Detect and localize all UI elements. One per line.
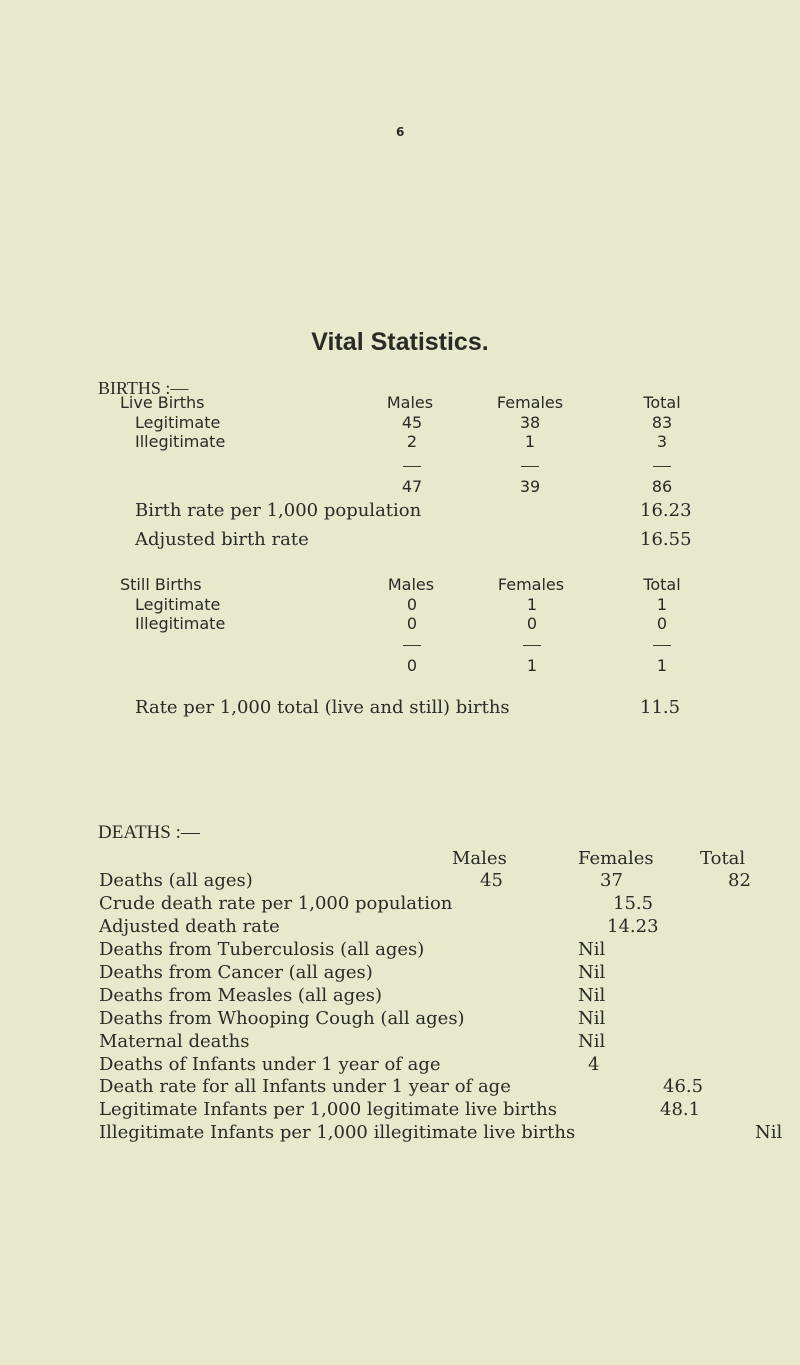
rule bbox=[653, 466, 671, 467]
tuberculosis-value: Nil bbox=[578, 939, 606, 960]
rule bbox=[653, 645, 671, 646]
measles-value: Nil bbox=[578, 985, 606, 1006]
maternal-deaths-value: Nil bbox=[578, 1031, 606, 1052]
live-total-males: 47 bbox=[401, 477, 423, 496]
deaths-all-ages-total: 82 bbox=[728, 870, 751, 891]
page-number: 6 bbox=[396, 125, 405, 139]
deaths-males-header: Males bbox=[452, 848, 507, 869]
still-females-header: Females bbox=[497, 575, 565, 594]
crude-death-rate-value: 15.5 bbox=[613, 893, 654, 914]
measles-label: Deaths from Measles (all ages) bbox=[99, 985, 383, 1006]
rule bbox=[521, 466, 539, 467]
rule bbox=[403, 466, 421, 467]
still-total-males: 0 bbox=[406, 656, 418, 675]
live-row-males: 45 bbox=[401, 413, 423, 432]
crude-death-rate-label: Crude death rate per 1,000 population bbox=[99, 893, 453, 914]
birth-rate-value: 16.23 bbox=[640, 500, 692, 521]
live-row-label: Illegitimate bbox=[135, 432, 226, 451]
infants-under-1-label: Deaths of Infants under 1 year of age bbox=[99, 1054, 441, 1075]
live-total-females: 39 bbox=[519, 477, 541, 496]
live-row-females: 38 bbox=[519, 413, 541, 432]
adjusted-death-rate-label: Adjusted death rate bbox=[99, 916, 280, 937]
still-row-total: 0 bbox=[656, 614, 668, 633]
still-row-males: 0 bbox=[406, 595, 418, 614]
rate-total-value: 11.5 bbox=[640, 697, 681, 718]
birth-rate-label: Birth rate per 1,000 population bbox=[135, 500, 422, 521]
live-row-total: 83 bbox=[651, 413, 673, 432]
deaths-total-header: Total bbox=[700, 848, 746, 869]
cancer-label: Deaths from Cancer (all ages) bbox=[99, 962, 373, 983]
infants-under-1-value: 4 bbox=[588, 1054, 600, 1075]
live-males-header: Males bbox=[386, 393, 434, 412]
legitimate-infants-label: Legitimate Infants per 1,000 legitimate live births bbox=[99, 1099, 558, 1120]
live-total-header: Total bbox=[643, 393, 681, 412]
still-row-females: 0 bbox=[526, 614, 538, 633]
legitimate-infants-value: 48.1 bbox=[660, 1099, 701, 1120]
whooping-cough-value: Nil bbox=[578, 1008, 606, 1029]
still-row-total: 1 bbox=[656, 595, 668, 614]
still-row-label: Illegitimate bbox=[135, 614, 226, 633]
deaths-all-ages-males: 45 bbox=[480, 870, 503, 891]
infant-death-rate-value: 46.5 bbox=[663, 1076, 704, 1097]
adjusted-death-rate-value: 14.23 bbox=[607, 916, 659, 937]
live-births-label: Live Births bbox=[120, 393, 205, 412]
still-total-total: 1 bbox=[656, 656, 668, 675]
adjusted-birth-rate-label: Adjusted birth rate bbox=[135, 529, 309, 550]
live-row-total: 3 bbox=[656, 432, 668, 451]
births-heading: BIRTHS :— bbox=[98, 378, 189, 398]
live-females-header: Females bbox=[496, 393, 564, 412]
deaths-all-ages-females: 37 bbox=[600, 870, 623, 891]
cancer-value: Nil bbox=[578, 962, 606, 983]
illegitimate-infants-label: Illegitimate Infants per 1,000 illegitimate live births bbox=[99, 1122, 576, 1143]
infant-death-rate-label: Death rate for all Infants under 1 year of age bbox=[99, 1076, 511, 1097]
maternal-deaths-label: Maternal deaths bbox=[99, 1031, 250, 1052]
tuberculosis-label: Deaths from Tuberculosis (all ages) bbox=[99, 939, 425, 960]
still-total-females: 1 bbox=[526, 656, 538, 675]
rate-total-label: Rate per 1,000 total (live and still) births bbox=[135, 697, 510, 718]
deaths-all-ages-label: Deaths (all ages) bbox=[99, 870, 253, 891]
page-title: Vital Statistics. bbox=[311, 328, 489, 356]
still-births-label: Still Births bbox=[120, 575, 202, 594]
still-males-header: Males bbox=[387, 575, 435, 594]
live-total-total: 86 bbox=[651, 477, 673, 496]
live-row-females: 1 bbox=[524, 432, 536, 451]
rule bbox=[523, 645, 541, 646]
deaths-heading: DEATHS :— bbox=[98, 822, 200, 843]
still-total-header: Total bbox=[643, 575, 681, 594]
still-row-males: 0 bbox=[406, 614, 418, 633]
adjusted-birth-rate-value: 16.55 bbox=[640, 529, 692, 550]
live-row-label: Legitimate bbox=[135, 413, 221, 432]
rule bbox=[403, 645, 421, 646]
still-row-females: 1 bbox=[526, 595, 538, 614]
still-row-label: Legitimate bbox=[135, 595, 221, 614]
deaths-females-header: Females bbox=[578, 848, 654, 869]
illegitimate-infants-value: Nil bbox=[755, 1122, 783, 1143]
whooping-cough-label: Deaths from Whooping Cough (all ages) bbox=[99, 1008, 465, 1029]
live-row-males: 2 bbox=[406, 432, 418, 451]
